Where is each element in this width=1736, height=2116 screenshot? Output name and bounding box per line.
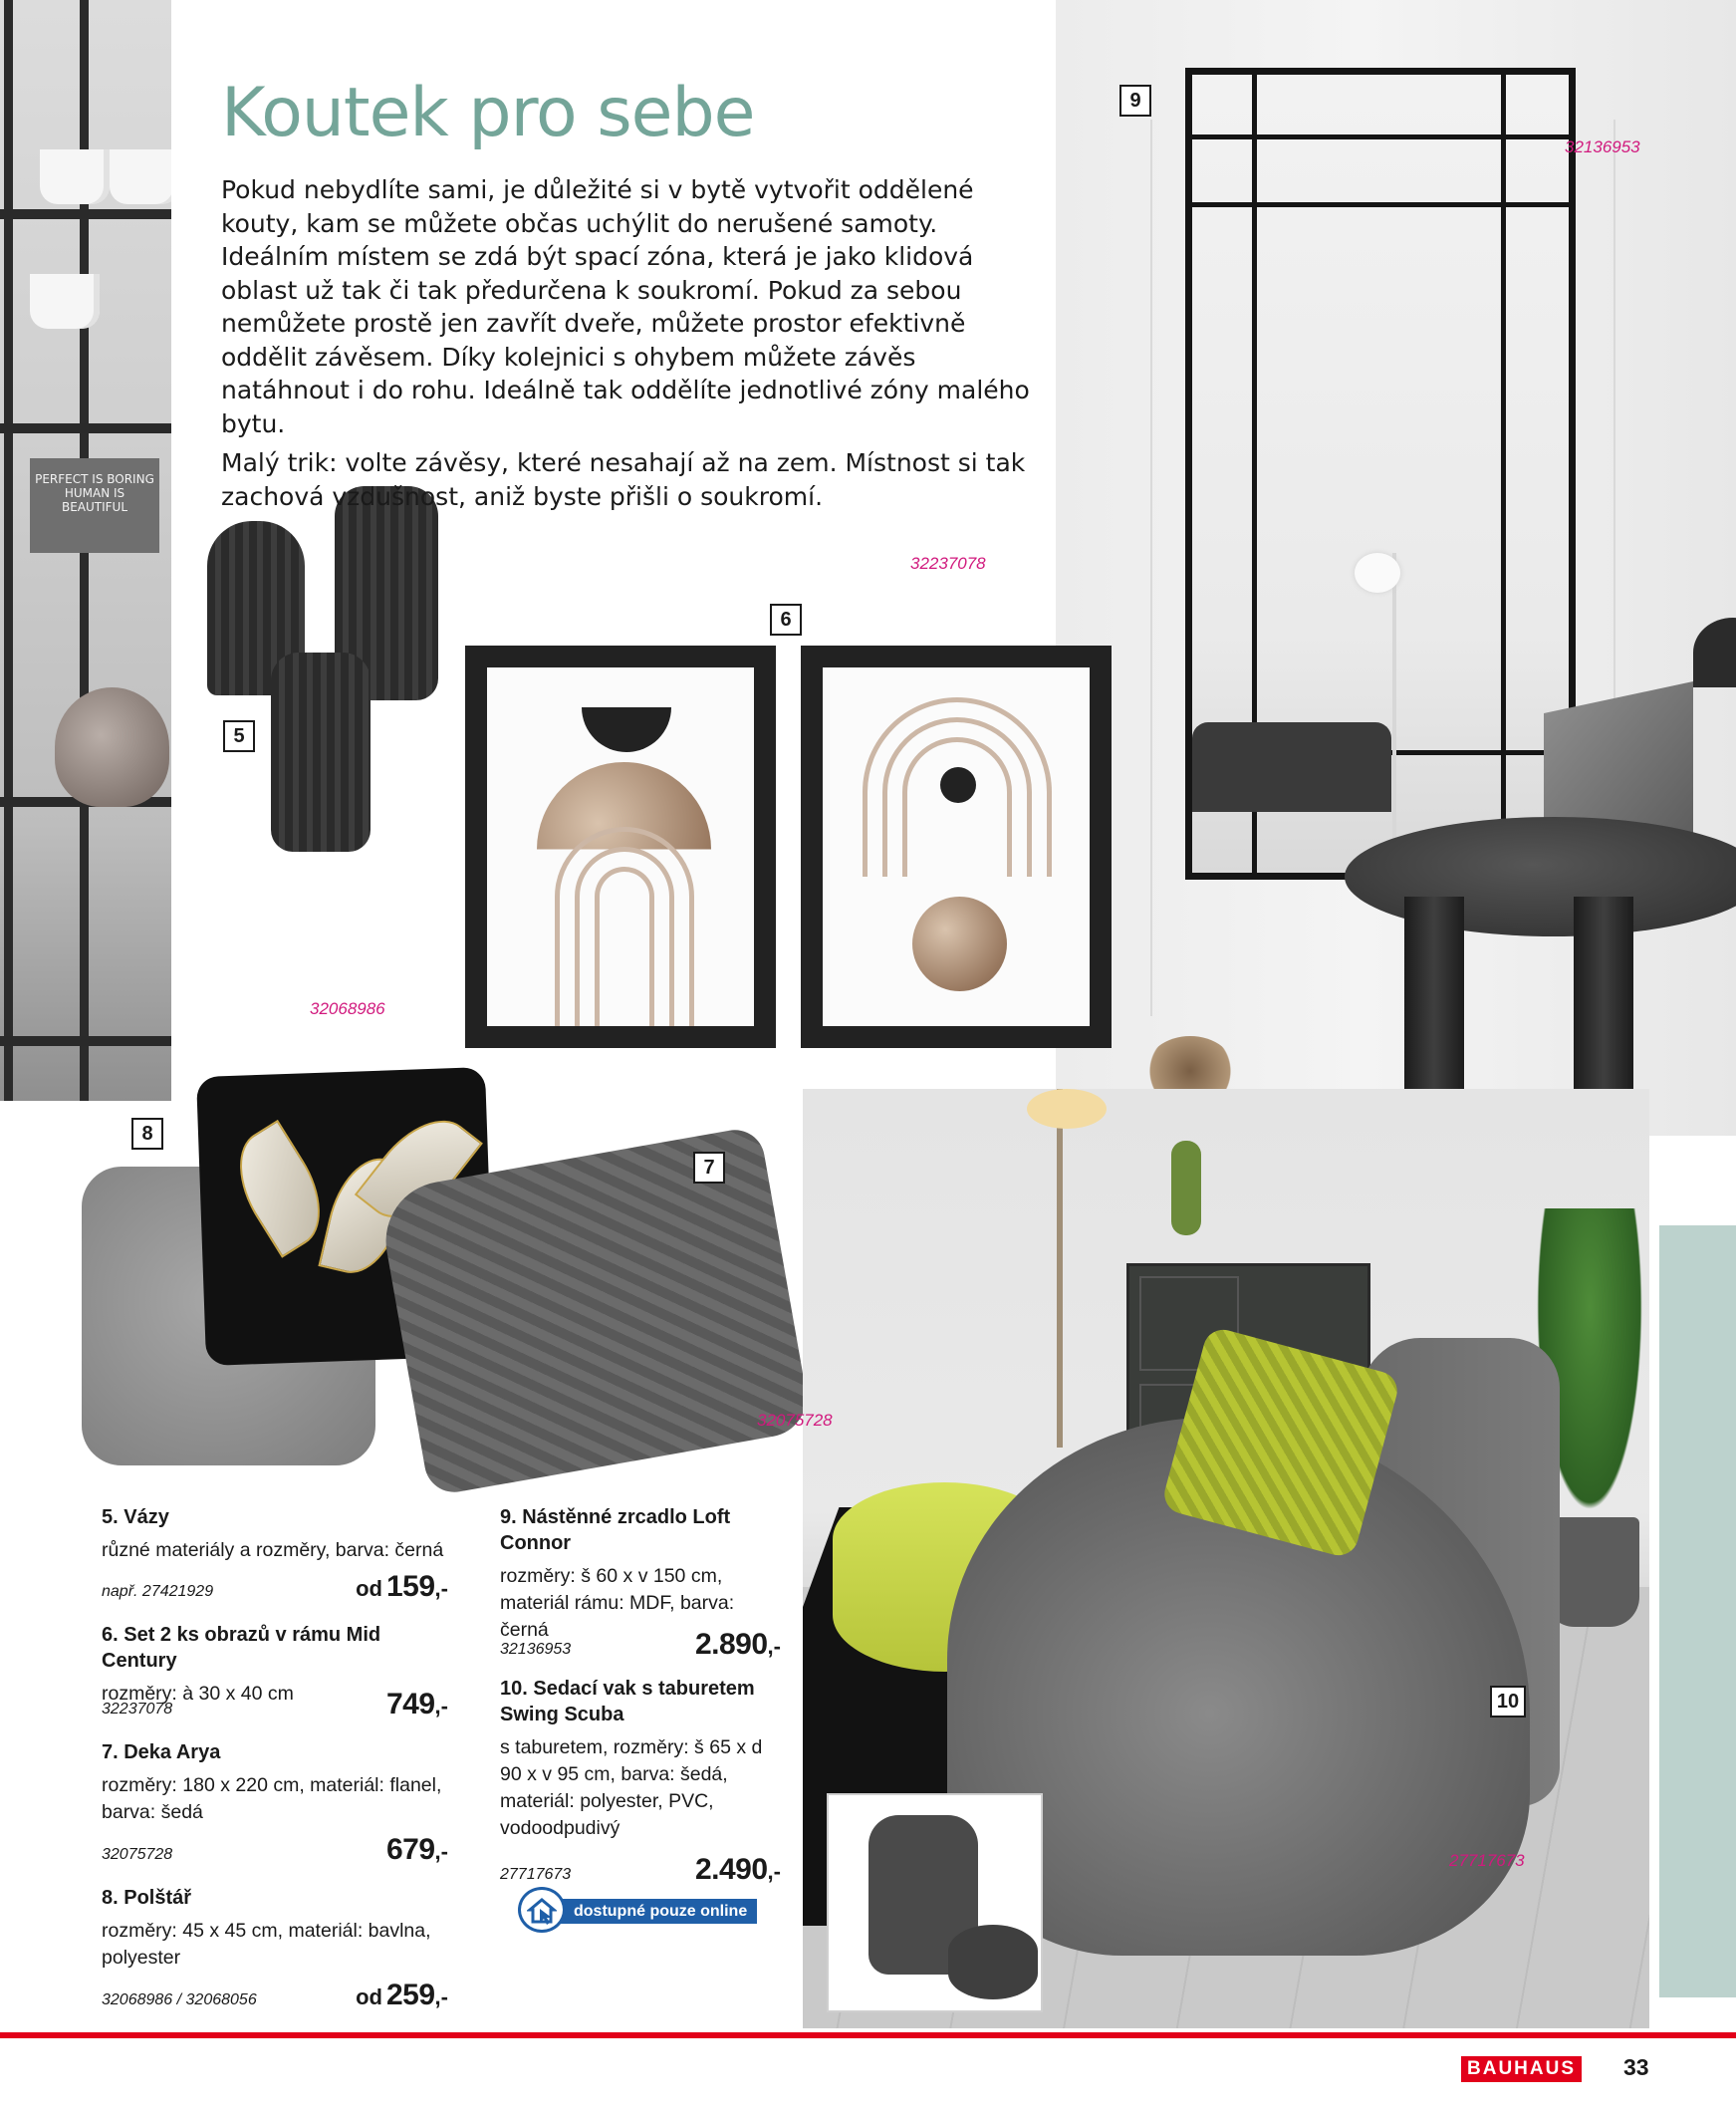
badge-7: 7 bbox=[693, 1152, 725, 1184]
pendant-lamp bbox=[1693, 618, 1736, 687]
product-desc: rozměry: à 30 x 40 cm bbox=[102, 1683, 294, 1705]
vases-image bbox=[203, 486, 442, 865]
intro-paragraph: Pokud nebydlíte sami, je důležité si v bytě vytvořit oddělené kouty, kam se můžete občas uchýlit do nerušené samoty. Ideálním místem se zdá být spací zóna, která je jako klidová oblast už tak či tak předurčena k soukromí. Pokud za sebou nemůžete prostě jen zavřít dveře, můžete prostor efektivně oddělit závěsem. Díky kolejnici s ohybem můžete závěs natáhnout i do rohu. Ideálně tak oddělíte jednotlivé zóny malého bytu. bbox=[221, 175, 1030, 438]
code-pictures: 32237078 bbox=[910, 554, 986, 573]
mirror-room-photo bbox=[1056, 0, 1736, 1136]
price: 2.890 bbox=[694, 1628, 768, 1661]
price: 749 bbox=[385, 1688, 435, 1720]
product-code: 27717673 bbox=[500, 1866, 572, 1883]
product-code: 32237078 bbox=[102, 1701, 173, 1718]
cup bbox=[110, 149, 171, 204]
price-row: 32136953 2.890,- bbox=[500, 1628, 781, 1661]
online-only-badge[interactable] bbox=[518, 1887, 767, 1933]
product-6 bbox=[102, 1622, 448, 1731]
shelf-board bbox=[0, 209, 171, 219]
page-number: 33 bbox=[1623, 2054, 1649, 2080]
price: 259 bbox=[385, 1979, 435, 2011]
code-vases: 32068986 bbox=[310, 999, 385, 1018]
footer-rule bbox=[0, 2032, 1736, 2038]
code-blanket: 32075728 bbox=[757, 1411, 833, 1430]
product-5 bbox=[102, 1504, 448, 1614]
page-title: Koutek pro sebe bbox=[221, 74, 755, 152]
picture-frame-left bbox=[465, 646, 776, 1048]
brand-logo: BAUHAUS bbox=[1461, 2056, 1582, 2082]
product-desc: s taburetem, rozměry: š 65 x d 90 x v 95 cm, barva: šedá, materiál: polyester, PVC, vodoodpudivý bbox=[500, 1736, 763, 1839]
product-code: např. 27421929 bbox=[102, 1583, 214, 1600]
shelf-photo bbox=[0, 0, 171, 1101]
product-desc: rozměry: š 60 x v 150 cm, materiál rámu: MDF, barva: černá bbox=[500, 1565, 735, 1641]
price: 679 bbox=[385, 1833, 435, 1866]
badge-5: 5 bbox=[223, 720, 255, 752]
badge-9: 9 bbox=[1119, 85, 1151, 117]
pillows-blanket-image bbox=[72, 1072, 789, 1470]
side-color-band bbox=[1659, 1225, 1736, 1997]
price-row: 32237078 749,- bbox=[102, 1688, 448, 1720]
shelf-board bbox=[0, 423, 171, 433]
grey-blanket bbox=[376, 1125, 813, 1496]
shelf-vase bbox=[55, 687, 169, 807]
price-row: 32075728 679,- bbox=[102, 1833, 448, 1866]
product-title: 10. Sedací vak s taburetem Swing Scuba bbox=[500, 1678, 755, 1725]
badge-10: 10 bbox=[1490, 1686, 1526, 1718]
wall-mirror bbox=[1185, 68, 1576, 880]
round-table bbox=[1345, 817, 1736, 936]
product-desc: různé materiály a rozměry, barva: černá bbox=[102, 1539, 444, 1561]
cup bbox=[40, 149, 110, 204]
intro-text bbox=[221, 173, 1048, 513]
price: 2.490 bbox=[694, 1853, 768, 1886]
product-title: 7. Deka Arya bbox=[102, 1741, 221, 1763]
product-title: 8. Polštář bbox=[102, 1887, 192, 1909]
online-only-label: dostupné pouze online bbox=[556, 1899, 757, 1924]
tip-paragraph: Malý trik: volte závěsy, které nesahají až na zem. Místnost si tak zachová vzdušnost, aniž byste přišli o soukromí. bbox=[221, 448, 1026, 511]
home-cursor-icon bbox=[518, 1887, 566, 1933]
shelf-post bbox=[4, 0, 13, 1101]
price-row: např. 27421929 od 159,- bbox=[102, 1570, 448, 1603]
price-row: 32068986 / 32068056 od 259,- bbox=[102, 1979, 448, 2011]
shelf-board bbox=[0, 1036, 171, 1046]
product-code: 32075728 bbox=[102, 1846, 173, 1863]
beanbag-product-inset bbox=[827, 1793, 1043, 2012]
product-9 bbox=[500, 1504, 781, 1664]
product-7 bbox=[102, 1739, 448, 1869]
code-mirror: 32136953 bbox=[1565, 137, 1640, 156]
product-desc: rozměry: 45 x 45 cm, materiál: bavlna, polyester bbox=[102, 1920, 431, 1969]
price: 159 bbox=[385, 1570, 435, 1603]
cup bbox=[30, 274, 100, 329]
shelf-sign: PERFECT IS BORING HUMAN IS BEAUTIFUL bbox=[30, 458, 159, 553]
product-desc: rozměry: 180 x 220 cm, materiál: flanel, barva: šedá bbox=[102, 1774, 442, 1823]
product-code: 32068986 / 32068056 bbox=[102, 1991, 257, 2008]
product-10 bbox=[500, 1676, 781, 1885]
badge-6: 6 bbox=[770, 604, 802, 636]
code-beanbag: 27717673 bbox=[1449, 1851, 1525, 1870]
product-title: 5. Vázy bbox=[102, 1506, 169, 1528]
product-title: 9. Nástěnné zrcadlo Loft Connor bbox=[500, 1506, 731, 1554]
product-8 bbox=[102, 1885, 448, 2024]
product-title: 6. Set 2 ks obrazů v rámu Mid Century bbox=[102, 1624, 381, 1672]
price-row: 27717673 2.490,- bbox=[500, 1853, 781, 1886]
picture-frame-right bbox=[801, 646, 1112, 1048]
product-code: 32136953 bbox=[500, 1641, 572, 1658]
badge-8: 8 bbox=[131, 1118, 163, 1150]
